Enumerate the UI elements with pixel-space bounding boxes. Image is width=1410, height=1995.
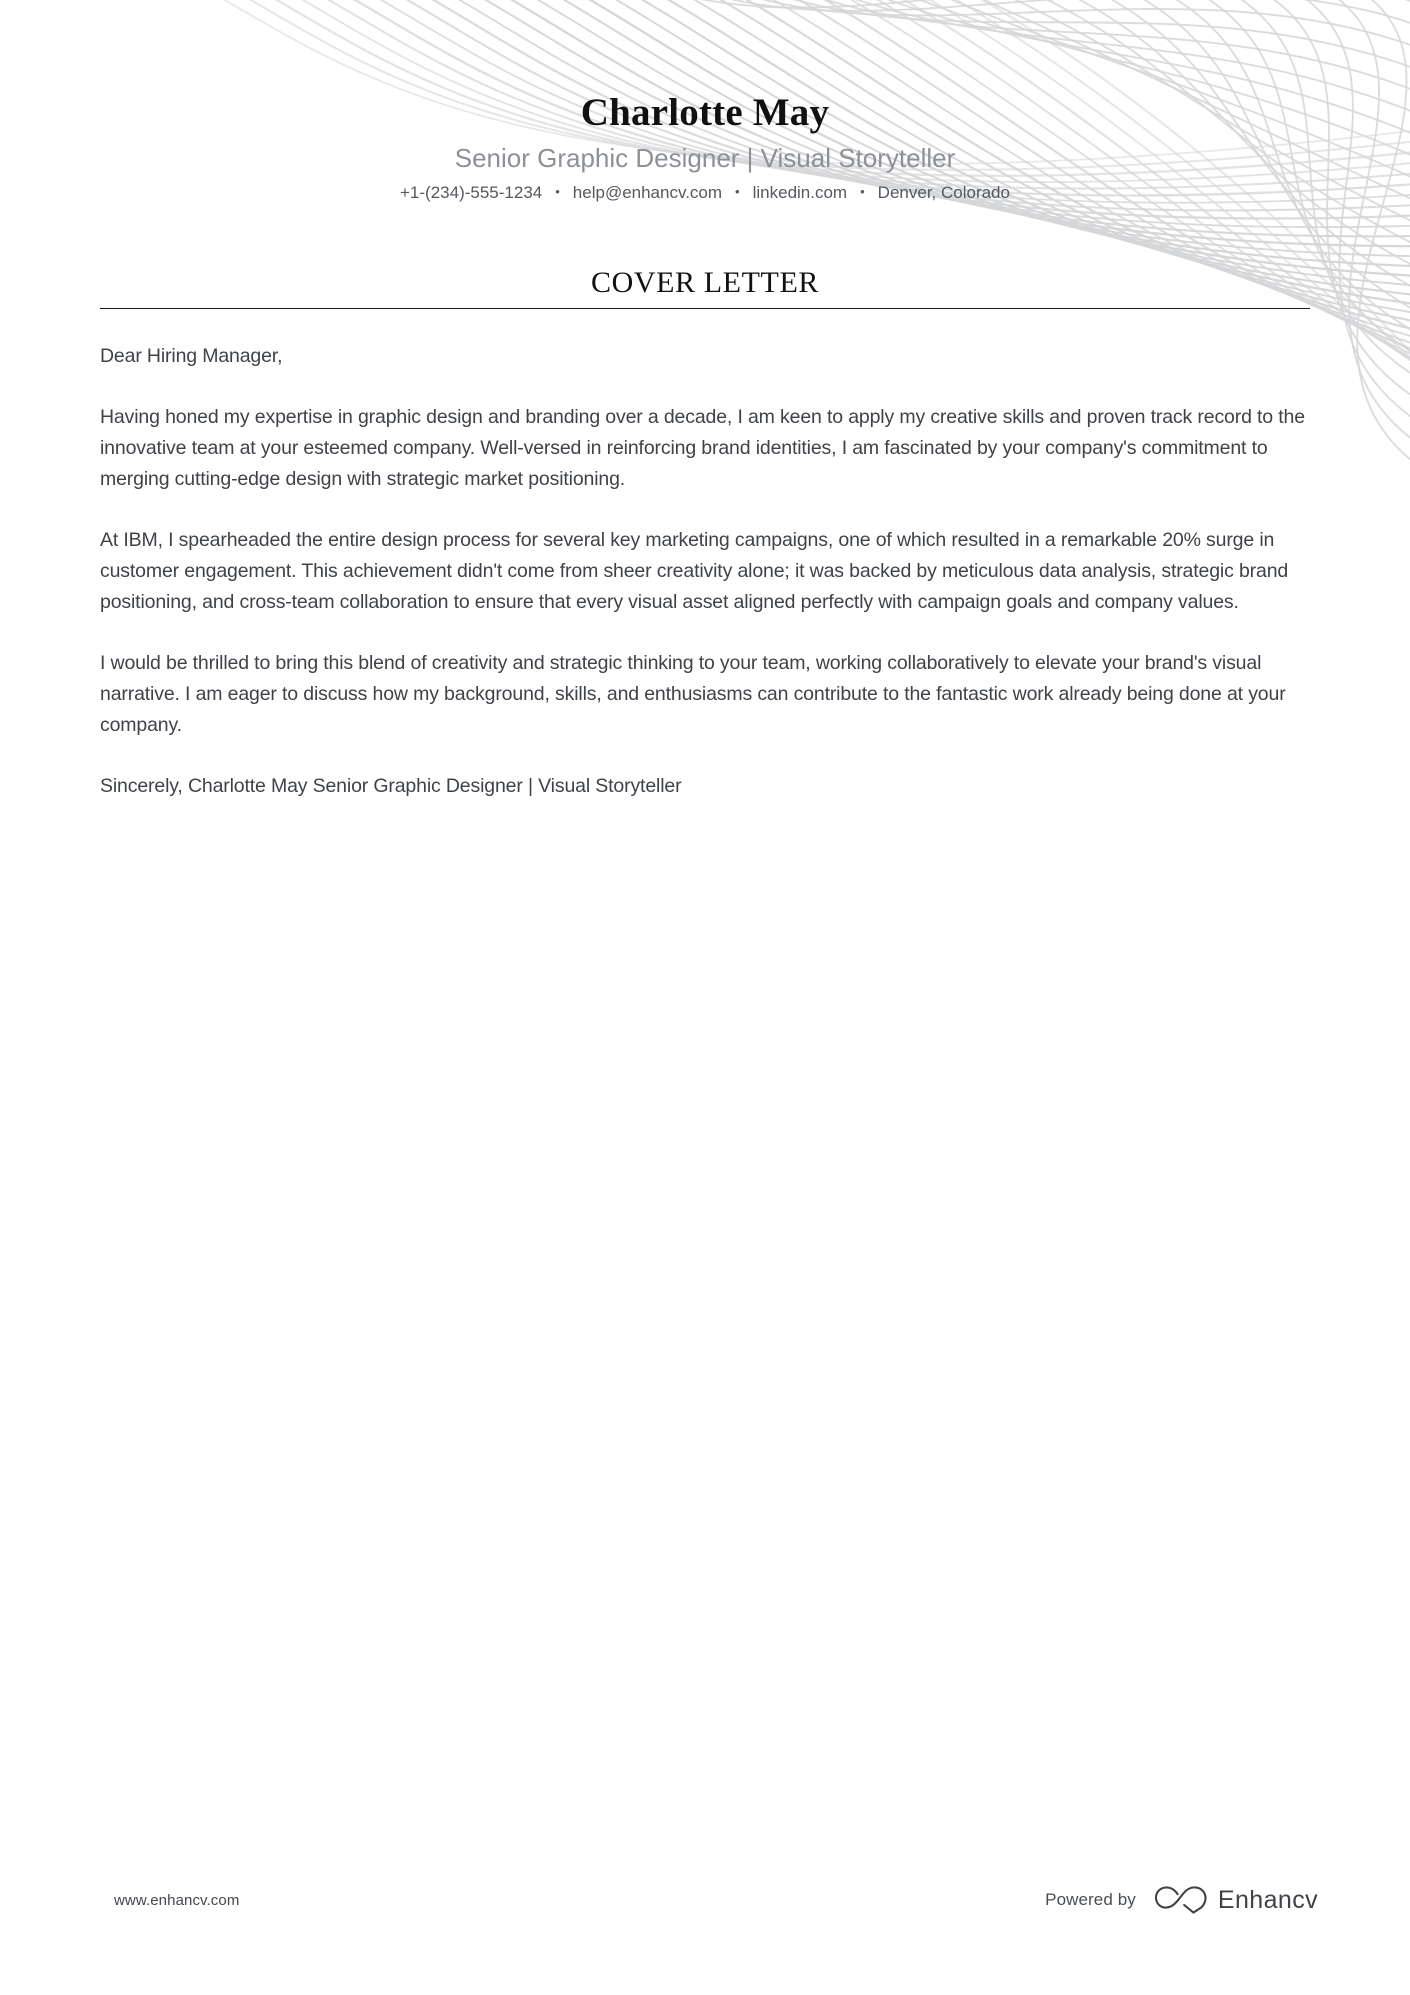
contact-separator: • — [860, 183, 865, 199]
letter-salutation: Dear Hiring Manager, — [100, 345, 283, 368]
section-title: COVER LETTER — [590, 266, 819, 300]
letter-signoff: Sincerely, Charlotte May Senior Graphic Designer | Visual Storyteller — [100, 775, 682, 798]
letter-body — [0, 341, 1410, 802]
footer-brand-block — [1045, 1885, 1318, 1915]
footer-website-url[interactable]: www.enhancv.com — [114, 1891, 240, 1909]
contact-email[interactable]: help@enhancv.com — [572, 183, 723, 203]
contact-line — [0, 182, 1410, 204]
contact-separator: • — [555, 183, 560, 199]
candidate-title: Senior Graphic Designer | Visual Storyteller — [454, 142, 956, 173]
contact-location: Denver, Colorado — [877, 183, 1010, 203]
cover-letter-section-header — [0, 266, 1410, 309]
section-divider — [100, 308, 1310, 309]
enhancv-infinity-icon — [1154, 1885, 1208, 1915]
contact-linkedin[interactable]: linkedin.com — [752, 183, 848, 203]
powered-by-label: Powered by — [1045, 1890, 1136, 1909]
letter-paragraph-2: At IBM, I spearheaded the entire design process for several key marketing campaigns, one of which resulted in a remarkable 20% surge in customer engagement. This achievement didn't come from sheer creativity alone; it was backed by meticulous data analysis, strategic brand positioning, and cross-team collaboration to ensure that every visual asset aligned perfectly with campaign goals and company values. — [100, 529, 1289, 614]
document-header — [0, 0, 1410, 204]
candidate-name: Charlotte May — [580, 91, 830, 134]
enhancv-logo — [1154, 1885, 1318, 1915]
contact-separator: • — [735, 183, 740, 199]
contact-phone: +1-(234)-555-1234 — [400, 183, 543, 203]
letter-paragraph-1: Having honed my expertise in graphic design and branding over a decade, I am keen to apply my creative skills and proven track record to the innovative team at your esteemed company. Well-versed in reinforcing brand identities, I am fascinated by your company's commitment to merging cutting-edge design with strategic market positioning. — [100, 406, 1305, 491]
document-footer — [0, 1885, 1410, 1915]
letter-paragraph-3: I would be thrilled to bring this blend of creativity and strategic thinking to your team, working collaboratively to elevate your brand's visual narrative. I am eager to discuss how my background, skills, and enthusiasms can contribute to the fantastic work already being done at your company. — [100, 652, 1286, 737]
enhancv-wordmark: Enhancv — [1217, 1885, 1318, 1914]
